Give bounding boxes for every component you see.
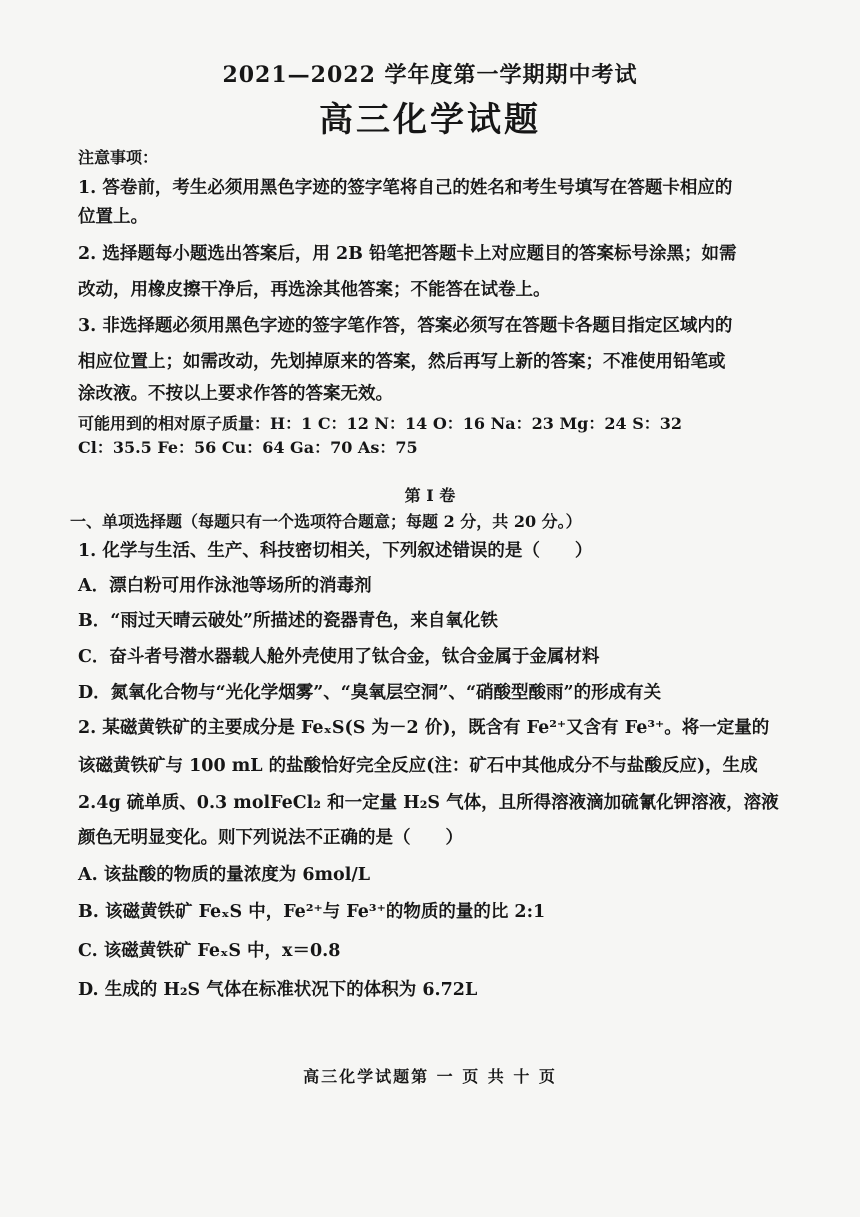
page-footer: 高三化学试题第 一 页 共 十 页	[303, 1067, 557, 1086]
question-2-stem-line-2: 该磁黄铁矿与 100 mL 的盐酸恰好完全反应(注：矿石中其他成分不与盐酸反应)，生成	[78, 756, 758, 776]
question-2-option-b: B. 该磁黄铁矿 FeₓS 中，Fe²⁺与 Fe³⁺的物质的量的比 2:1	[78, 902, 546, 922]
question-2-option-c: C. 该磁黄铁矿 FeₓS 中，x＝0.8	[78, 941, 341, 961]
question-2-stem-line-1: 2. 某磁黄铁矿的主要成分是 FeₓS(S 为－2 价)，既含有 Fe²⁺又含有 Fe³⁺。将一定量的	[78, 718, 770, 738]
question-2-option-d: D. 生成的 H₂S 气体在标准状况下的体积为 6.72L	[78, 980, 478, 1000]
question-1-option-d: D．氮氧化合物与“光化学烟雾”、“臭氧层空洞”、“硝酸型酸雨”的形成有关	[78, 683, 662, 703]
atomic-mass-line-2: Cl：35.5 Fe：56 Cu：64 Ga：70 As：75	[78, 438, 418, 457]
question-2-stem-line-4: 颜色无明显变化。则下列说法不正确的是（ ）	[78, 828, 463, 848]
question-1-option-a: A．漂白粉可用作泳池等场所的消毒剂	[78, 576, 372, 596]
part-1-title: 第 I 卷	[404, 486, 456, 505]
section-heading: 一、单项选择题（每题只有一个选项符合题意；每题 2 分，共 20 分。）	[70, 512, 582, 531]
note-3-line-3: 涂改液。不按以上要求作答的答案无效。	[78, 384, 393, 404]
atomic-mass-line-1: 可能用到的相对原子质量：H：1 C：12 N：14 O：16 Na：23 Mg：24 S：32	[78, 414, 683, 433]
question-1-option-b: B．“雨过天晴云破处”所描述的瓷器青色，来自氧化铁	[78, 611, 498, 631]
note-2-line-2: 改动，用橡皮擦干净后，再选涂其他答案；不能答在试卷上。	[78, 280, 551, 300]
note-1-line-2: 位置上。	[78, 207, 148, 227]
note-3-line-1: 3. 非选择题必须用黑色字迹的签字笔作答，答案必须写在答题卡各题目指定区域内的	[78, 316, 733, 336]
question-1-stem: 1. 化学与生活、生产、科技密切相关，下列叙述错误的是（ ）	[78, 541, 593, 561]
note-3-line-2: 相应位置上；如需改动，先划掉原来的答案，然后再写上新的答案；不准使用铅笔或	[78, 352, 726, 372]
note-1-line-1: 1. 答卷前，考生必须用黑色字迹的签字笔将自己的姓名和考生号填写在答题卡相应的	[78, 178, 733, 198]
question-1-option-c: C．奋斗者号潜水器载人舱外壳使用了钛合金，钛合金属于金属材料	[78, 647, 600, 667]
subject-title: 高三化学试题	[319, 100, 541, 140]
question-2-stem-line-3: 2.4g 硫单质、0.3 molFeCl₂ 和一定量 H₂S 气体，且所得溶液滴加硫氰化钾溶液，溶液	[78, 793, 779, 813]
question-2-option-a: A. 该盐酸的物质的量浓度为 6mol/L	[78, 865, 371, 885]
exam-title: 2021—2022 学年度第一学期期中考试	[222, 62, 638, 88]
note-2-line-1: 2. 选择题每小题选出答案后，用 2B 铅笔把答题卡上对应题目的答案标号涂黑；如需	[78, 244, 737, 264]
notes-heading: 注意事项：	[78, 148, 159, 167]
